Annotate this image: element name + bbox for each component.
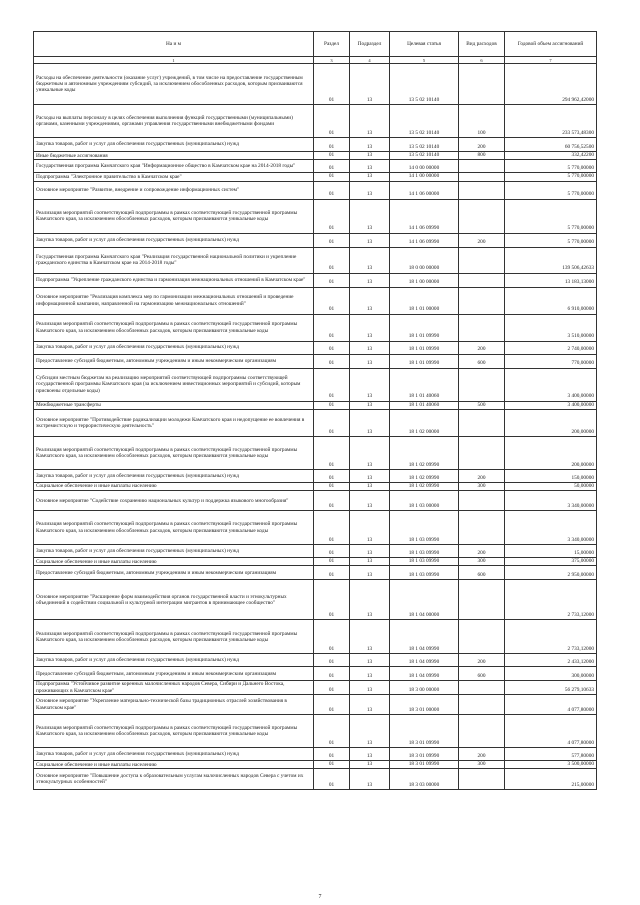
row-name-cell: Основное мероприятие "Противодействие радикализации молодежи Камчатского края и недопущение ее вовлечения в экстремистскую и террористическую деятельность" [34,409,314,436]
row-section-cell: 01 [314,761,350,769]
row-expense-type-cell [459,491,505,511]
row-expense-type-cell: 300 [459,482,505,490]
row-name-cell: Подпрограмма "Устойчивое развитие коренных малочисленных народов Севера, Сибири и Дальнего Востока, проживающих в Камчатском крае" [34,681,314,695]
row-section-cell: 01 [314,341,350,354]
table-row [34,233,597,247]
table-row [34,566,597,580]
table-row [34,247,597,273]
row-target-article-cell: 14 1 06 09990 [390,233,459,247]
table-row [34,715,597,748]
row-section-cell: 01 [314,160,350,173]
table-row [34,341,597,354]
row-expense-type-cell: 200 [459,469,505,482]
row-section-cell: 01 [314,409,350,436]
row-section-cell: 01 [314,566,350,580]
row-expense-type-cell [459,436,505,469]
row-target-article-cell: 18 1 01 00000 [390,287,459,314]
row-amount-cell: 4 077,80000 [505,695,597,715]
table-body [34,64,597,790]
row-section-cell: 01 [314,233,350,247]
row-amount-cell: 3 500,00000 [505,761,597,769]
row-subsection-cell: 13 [350,138,390,152]
row-target-article-cell: 13 5 02 10140 [390,152,459,160]
row-name-cell: Основное мероприятие "Содействие сохранению национальных культур и поддержка языкового многообразия" [34,491,314,511]
row-target-article-cell: 18 1 01 40060 [390,368,459,401]
row-section-cell: 01 [314,545,350,558]
row-expense-type-cell: 100 [459,105,505,138]
row-section-cell: 01 [314,247,350,273]
row-amount-cell: 139 506,42633 [505,247,597,273]
table-row [34,667,597,681]
row-expense-type-cell: 300 [459,761,505,769]
row-name-cell: Подпрограмма "Электронное правительство в Камчатском крае" [34,173,314,181]
row-target-article-cell: 18 0 00 00000 [390,247,459,273]
row-subsection-cell: 13 [350,545,390,558]
row-section-cell: 01 [314,436,350,469]
row-name-cell: Расходы на обеспечение деятельности (оказание услуг) учреждений, в том числе на предоставление государственным бюджетным и автономным учреждениям субсидий, за исключением обособленных расходов, которым присваиваются уникальные коды [34,64,314,105]
row-amount-cell: 215,00000 [505,769,597,790]
row-section-cell: 01 [314,314,350,341]
row-subsection-cell: 13 [350,173,390,181]
column-number: 7 [505,57,597,64]
table-row [34,152,597,160]
row-expense-type-cell: 200 [459,341,505,354]
row-section-cell: 01 [314,273,350,287]
row-target-article-cell: 18 1 04 09990 [390,620,459,654]
row-name-cell: Закупка товаров, работ и услуг для обеспечения государственных (муниципальных) нужд [34,545,314,558]
row-subsection-cell: 13 [350,667,390,681]
row-amount-cell: 2 740,00000 [505,341,597,354]
row-target-article-cell: 18 1 01 40060 [390,401,459,409]
row-name-cell: Государственная программа Камчатского края "Информационное общество в Камчатском крае на 2014-2018 годы" [34,160,314,173]
row-expense-type-cell: 200 [459,654,505,667]
row-section-cell: 01 [314,654,350,667]
row-name-cell: Закупка товаров, работ и услуг для обеспечения государственных (муниципальных) нужд [34,748,314,761]
row-subsection-cell: 13 [350,341,390,354]
row-section-cell: 01 [314,354,350,368]
row-section-cell: 01 [314,769,350,790]
row-subsection-cell: 13 [350,105,390,138]
page-number: 7 [318,894,322,900]
row-name-cell: Социальное обеспечение и иные выплаты населению [34,761,314,769]
table-row [34,105,597,138]
header-target-article: Целевая статья [390,32,459,57]
table-row [34,273,597,287]
header-name: Ha и м [34,32,314,57]
row-amount-cell: 375,00000 [505,558,597,566]
row-section-cell: 01 [314,715,350,748]
row-subsection-cell: 13 [350,152,390,160]
row-expense-type-cell: 300 [459,558,505,566]
table-row [34,748,597,761]
row-amount-cell: 200,00000 [505,436,597,469]
row-amount-cell: 233 573,48300 [505,105,597,138]
row-target-article-cell: 18 1 03 09990 [390,558,459,566]
row-expense-type-cell: 600 [459,667,505,681]
row-expense-type-cell: 200 [459,545,505,558]
row-amount-cell: 3 510,00000 [505,314,597,341]
row-subsection-cell: 13 [350,580,390,620]
budget-table [33,31,597,790]
row-section-cell: 01 [314,138,350,152]
row-section-cell: 01 [314,199,350,233]
row-subsection-cell: 13 [350,181,390,199]
row-subsection-cell: 13 [350,247,390,273]
table-row [34,287,597,314]
table-row [34,354,597,368]
row-amount-cell: 3 340,00000 [505,511,597,545]
row-name-cell: Предоставление субсидий бюджетным, автономным учреждениям и иным некоммерческим организациям [34,566,314,580]
table-row [34,511,597,545]
row-name-cell: Предоставление субсидий бюджетным, автономным учреждениям и иным некоммерческим организациям [34,667,314,681]
row-name-cell: Государственная программа Камчатского края "Реализация государственной национальной политики и укрепление гражданского единства в Камчатском крае на 2014-2018 годы" [34,247,314,273]
row-section-cell: 01 [314,620,350,654]
row-target-article-cell: 18 1 01 09990 [390,341,459,354]
row-name-cell: Социальное обеспечение и иные выплаты населению [34,558,314,566]
row-subsection-cell: 13 [350,233,390,247]
table-row [34,138,597,152]
row-target-article-cell: 13 5 02 10140 [390,105,459,138]
row-subsection-cell: 13 [350,654,390,667]
row-section-cell: 01 [314,469,350,482]
row-subsection-cell: 13 [350,695,390,715]
row-target-article-cell: 18 3 00 00000 [390,681,459,695]
row-amount-cell: 2 733,12000 [505,620,597,654]
row-target-article-cell: 18 1 02 09990 [390,436,459,469]
row-name-cell: Социальное обеспечение и иные выплаты населению [34,482,314,490]
row-target-article-cell: 18 1 03 09990 [390,566,459,580]
row-name-cell: Основное мероприятие "Повышение доступа к образовательным услугам малочисленных народов Севера с учетом их этнокультурных особенностей" [34,769,314,790]
row-target-article-cell: 18 1 02 00000 [390,409,459,436]
row-expense-type-cell: 600 [459,566,505,580]
row-section-cell: 01 [314,368,350,401]
row-section-cell: 01 [314,401,350,409]
header-subsection: Подраздел [350,32,390,57]
row-amount-cell: 50,00000 [505,482,597,490]
row-name-cell: Реализация мероприятий соответствующей подпрограммы в рамках соответствующей государственной программы Камчатского края, за исключением обособленных расходов, которым присваиваются уникальные коды [34,715,314,748]
row-target-article-cell: 18 3 03 00000 [390,769,459,790]
column-number-row [34,57,597,64]
row-section-cell: 01 [314,748,350,761]
row-target-article-cell: 18 1 04 00000 [390,580,459,620]
row-name-cell: Основное мероприятие "Развитие, внедрение и сопровождение информационных систем" [34,181,314,199]
row-expense-type-cell [459,368,505,401]
row-section-cell: 01 [314,173,350,181]
row-name-cell: Закупка товаров, работ и услуг для обеспечения государственных (муниципальных) нужд [34,138,314,152]
row-subsection-cell: 13 [350,681,390,695]
row-subsection-cell: 13 [350,748,390,761]
row-target-article-cell: 18 1 04 09990 [390,654,459,667]
row-target-article-cell: 18 3 01 09990 [390,715,459,748]
row-target-article-cell: 14 1 06 09990 [390,199,459,233]
column-number: 1 [34,57,314,64]
row-name-cell: Реализация мероприятий соответствующей подпрограммы в рамках соответствующей государственной программы Камчатского края, за исключением обособленных расходов, которым присваиваются уникальные коды [34,314,314,341]
row-expense-type-cell [459,769,505,790]
row-expense-type-cell [459,247,505,273]
table-row [34,695,597,715]
row-expense-type-cell [459,181,505,199]
row-target-article-cell: 14 1 06 00000 [390,181,459,199]
row-target-article-cell: 18 1 01 09990 [390,314,459,341]
row-target-article-cell: 14 0 00 00000 [390,160,459,173]
row-amount-cell: 5 770,00000 [505,233,597,247]
row-subsection-cell: 13 [350,436,390,469]
row-name-cell: Предоставление субсидий бюджетным, автономным учреждениям и иным некоммерческим организациям [34,354,314,368]
row-amount-cell: 150,00000 [505,469,597,482]
row-amount-cell: 3 400,00000 [505,368,597,401]
table-row [34,545,597,558]
row-expense-type-cell [459,715,505,748]
row-subsection-cell: 13 [350,769,390,790]
table-row [34,436,597,469]
row-expense-type-cell: 600 [459,354,505,368]
row-amount-cell: 200,00000 [505,409,597,436]
row-section-cell: 01 [314,64,350,105]
row-amount-cell: 6 910,00000 [505,287,597,314]
column-number: 4 [350,57,390,64]
row-target-article-cell: 18 1 03 09990 [390,511,459,545]
row-amount-cell: 294 962,42000 [505,64,597,105]
row-amount-cell: 5 770,00000 [505,160,597,173]
row-amount-cell: 13 183,13000 [505,273,597,287]
row-name-cell: Реализация мероприятий соответствующей подпрограммы в рамках соответствующей государственной программы Камчатского края, за исключением обособленных расходов, которым присваиваются уникальные коды [34,436,314,469]
row-amount-cell: 56 279,10633 [505,681,597,695]
row-expense-type-cell [459,580,505,620]
row-amount-cell: 60 756,52500 [505,138,597,152]
row-name-cell: Основное мероприятие "Укрепление материально-технической базы традиционных отраслей хозяйствования в Камчатском крае" [34,695,314,715]
header-section: Раздел [314,32,350,57]
table-row [34,558,597,566]
row-expense-type-cell [459,287,505,314]
table-row [34,681,597,695]
row-amount-cell: 300,00000 [505,667,597,681]
table-row [34,409,597,436]
row-subsection-cell: 13 [350,511,390,545]
row-subsection-cell: 13 [350,199,390,233]
row-subsection-cell: 13 [350,409,390,436]
row-section-cell: 01 [314,491,350,511]
row-subsection-cell: 13 [350,368,390,401]
row-name-cell: Реализация мероприятий соответствующей подпрограммы в рамках соответствующей государственной программы Камчатского края, за исключением обособленных расходов, которым присваиваются уникальные коды [34,199,314,233]
row-expense-type-cell: 200 [459,138,505,152]
row-amount-cell: 5 770,00000 [505,173,597,181]
row-amount-cell: 5 770,00000 [505,181,597,199]
row-amount-cell: 15,00000 [505,545,597,558]
row-target-article-cell: 18 3 01 00000 [390,695,459,715]
budget-table-sheet [33,31,596,790]
row-section-cell: 01 [314,511,350,545]
row-name-cell: Закупка товаров, работ и услуг для обеспечения государственных (муниципальных) нужд [34,469,314,482]
row-name-cell: Основное мероприятие "Реализация комплекса мер по гармонизации межнациональных отношений и проведение информационной кампании, направленной на гармонизацию межнациональных отношений" [34,287,314,314]
row-subsection-cell: 13 [350,491,390,511]
row-section-cell: 01 [314,482,350,490]
row-amount-cell: 577,80000 [505,748,597,761]
table-row [34,769,597,790]
row-section-cell: 01 [314,105,350,138]
row-expense-type-cell [459,511,505,545]
row-expense-type-cell: 800 [459,152,505,160]
row-name-cell: Иные бюджетные ассигнования [34,152,314,160]
row-expense-type-cell: 200 [459,233,505,247]
row-name-cell: Закупка товаров, работ и услуг для обеспечения государственных (муниципальных) нужд [34,341,314,354]
row-amount-cell: 2 950,00000 [505,566,597,580]
row-expense-type-cell [459,160,505,173]
table-row [34,469,597,482]
row-section-cell: 01 [314,558,350,566]
row-section-cell: 01 [314,152,350,160]
row-subsection-cell: 13 [350,64,390,105]
row-target-article-cell: 18 1 03 09990 [390,545,459,558]
table-row [34,199,597,233]
row-name-cell: Закупка товаров, работ и услуг для обеспечения государственных (муниципальных) нужд [34,654,314,667]
row-expense-type-cell: 200 [459,748,505,761]
row-target-article-cell: 18 1 02 09990 [390,469,459,482]
table-row [34,580,597,620]
column-number: 5 [390,57,459,64]
row-subsection-cell: 13 [350,761,390,769]
row-amount-cell: 2 433,12000 [505,654,597,667]
row-section-cell: 01 [314,681,350,695]
row-amount-cell: 3 340,00000 [505,491,597,511]
row-amount-cell: 4 077,80000 [505,715,597,748]
row-target-article-cell: 18 1 03 00000 [390,491,459,511]
table-header-row [34,32,597,57]
row-section-cell: 01 [314,287,350,314]
row-target-article-cell: 18 1 01 09990 [390,354,459,368]
row-name-cell: Субсидии местным бюджетам на реализацию мероприятий соответствующей подпрограммы соответствующей государственной программы Камчатского края (за исключением инвестиционных мероприятий и субсидий, которым присвоены отдельные коды) [34,368,314,401]
row-subsection-cell: 13 [350,314,390,341]
row-amount-cell: 770,00000 [505,354,597,368]
row-target-article-cell: 14 1 00 00000 [390,173,459,181]
table-row [34,368,597,401]
table-row [34,173,597,181]
row-name-cell: Реализация мероприятий соответствующей подпрограммы в рамках соответствующей государственной программы Камчатского края, за исключением обособленных расходов, которым присваиваются уникальные коды [34,620,314,654]
row-name-cell: Закупка товаров, работ и услуг для обеспечения государственных (муниципальных) нужд [34,233,314,247]
table-row [34,64,597,105]
table-row [34,482,597,490]
row-expense-type-cell [459,314,505,341]
row-target-article-cell: 18 3 01 09990 [390,748,459,761]
row-subsection-cell: 13 [350,558,390,566]
row-target-article-cell: 18 1 04 09990 [390,667,459,681]
table-row [34,401,597,409]
row-subsection-cell: 13 [350,715,390,748]
table-row [34,491,597,511]
row-expense-type-cell: 500 [459,401,505,409]
row-name-cell: Расходы на выплаты персоналу в целях обеспечения выполнения функций государственными (муниципальными) органами, казенными учреждениями, органами управления государственными внебюджетными фондами [34,105,314,138]
table-row [34,654,597,667]
row-amount-cell: 5 770,00000 [505,199,597,233]
row-expense-type-cell [459,681,505,695]
table-row [34,761,597,769]
row-section-cell: 01 [314,695,350,715]
row-name-cell: Подпрограмма "Укрепление гражданского единства и гармонизация межнациональных отношений в Камчатском крае" [34,273,314,287]
row-name-cell: Основное мероприятие "Расширение форм взаимодействия органов государственной власти и этнокультурных объединений в содействии социальной и культурной интеграции мигрантов в принимающее сообщество" [34,580,314,620]
row-expense-type-cell [459,64,505,105]
row-amount-cell: 2 733,12000 [505,580,597,620]
row-subsection-cell: 13 [350,287,390,314]
row-target-article-cell: 13 5 02 10140 [390,64,459,105]
row-amount-cell: 332,42200 [505,152,597,160]
table-row [34,181,597,199]
row-subsection-cell: 13 [350,566,390,580]
row-target-article-cell: 18 3 01 09990 [390,761,459,769]
table-row [34,314,597,341]
row-subsection-cell: 13 [350,482,390,490]
row-name-cell: Реализация мероприятий соответствующей подпрограммы в рамках соответствующей государственной программы Камчатского края, за исключением обособленных расходов, которым присваиваются уникальные коды [34,511,314,545]
row-target-article-cell: 18 1 00 00000 [390,273,459,287]
row-section-cell: 01 [314,181,350,199]
column-number: 3 [314,57,350,64]
row-expense-type-cell [459,695,505,715]
table-row [34,160,597,173]
row-subsection-cell: 13 [350,354,390,368]
row-section-cell: 01 [314,580,350,620]
row-subsection-cell: 13 [350,469,390,482]
row-subsection-cell: 13 [350,401,390,409]
row-expense-type-cell [459,273,505,287]
row-amount-cell: 3 400,00000 [505,401,597,409]
row-section-cell: 01 [314,667,350,681]
row-expense-type-cell [459,173,505,181]
row-subsection-cell: 13 [350,273,390,287]
row-expense-type-cell [459,620,505,654]
row-target-article-cell: 18 1 02 09990 [390,482,459,490]
row-name-cell: Межбюджетные трансферты [34,401,314,409]
table-row [34,620,597,654]
column-number: 6 [459,57,505,64]
row-subsection-cell: 13 [350,620,390,654]
header-expense-type: Вид расходов [459,32,505,57]
row-expense-type-cell [459,199,505,233]
row-expense-type-cell [459,409,505,436]
row-target-article-cell: 13 5 02 10140 [390,138,459,152]
row-subsection-cell: 13 [350,160,390,173]
header-amount: Годовой объем ассигнований [505,32,597,57]
